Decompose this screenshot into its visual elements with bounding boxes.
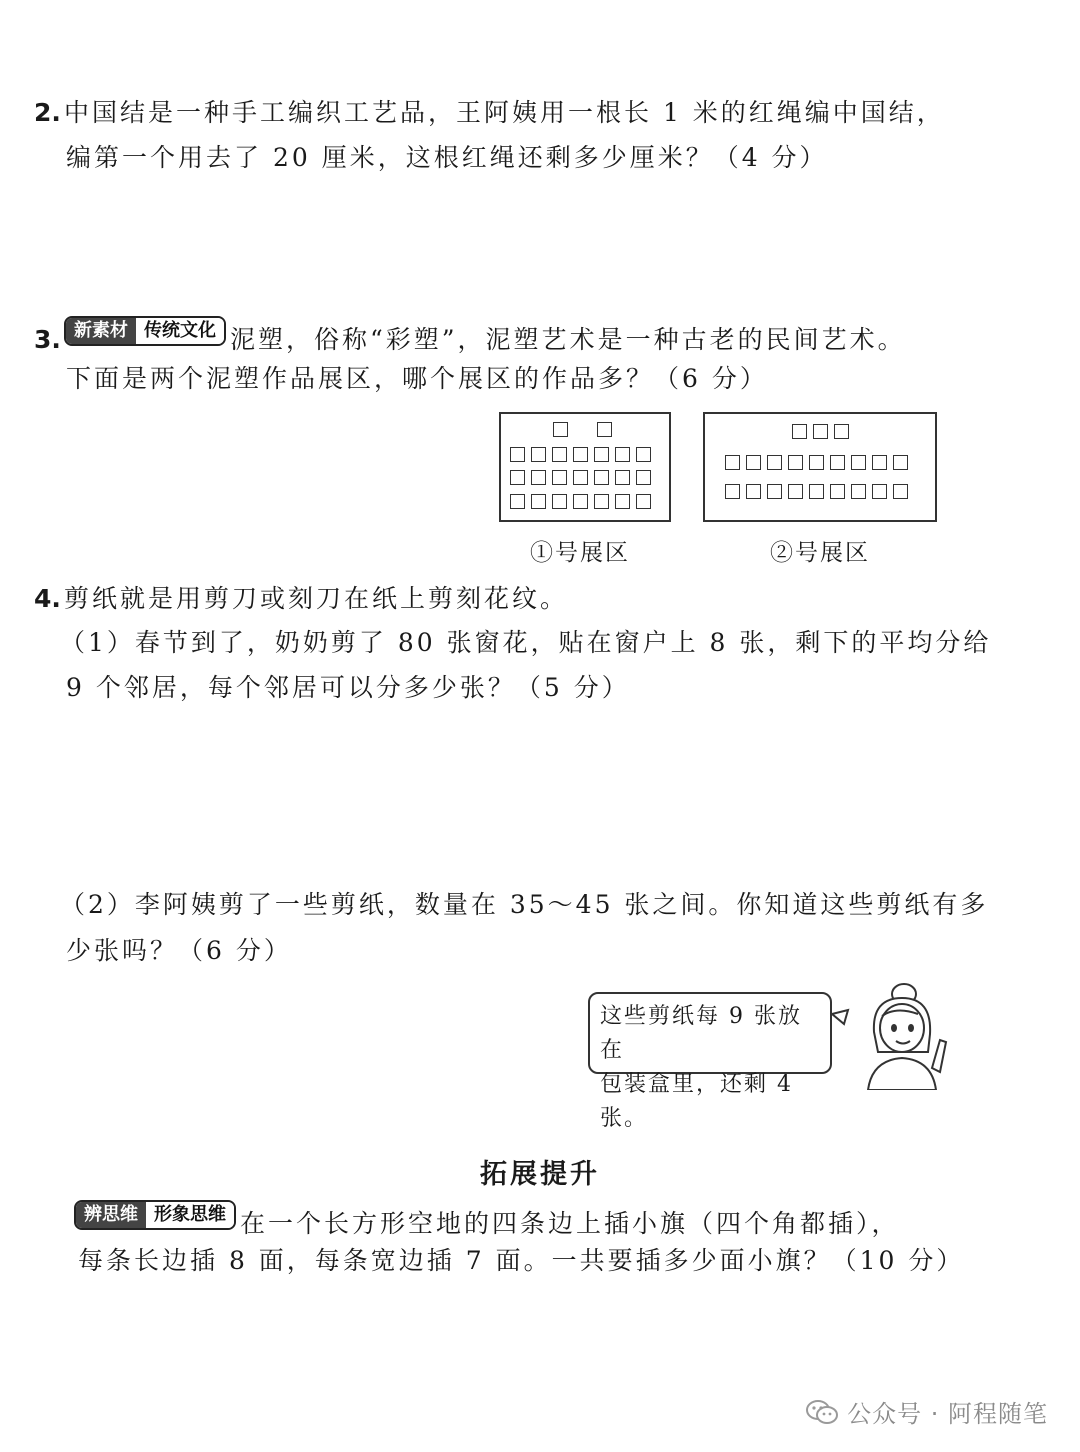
section-title: 拓展提升: [480, 1159, 600, 1190]
zone-1-artwork-square: [615, 447, 630, 462]
zone-1-artwork-square: [552, 494, 567, 509]
zone-2-artwork-square: [746, 484, 761, 499]
teacher-illustration: [828, 980, 948, 1090]
zone-1-artwork-square: [636, 470, 651, 485]
q4-intro-text: 剪纸就是用剪刀或刻刀在纸上剪刻花纹。: [64, 584, 569, 613]
q3-category-tag: [64, 316, 226, 346]
zone-1-artwork-square: [594, 447, 609, 462]
zone-2-artwork-square: [792, 424, 807, 439]
extension-text-1: 在一个长方形空地的四条边上插小旗（四个角都插），: [240, 1209, 900, 1238]
zone-2-artwork-square: [834, 424, 849, 439]
zone-1-artwork-square: [597, 422, 612, 437]
speech-bubble: [588, 992, 832, 1131]
zone-2-artwork-square: [746, 455, 761, 470]
zone-2-artwork-square: [788, 484, 803, 499]
speech-line-2: 包装盒里，还剩 4 张。: [600, 1072, 793, 1131]
zone-1-artwork-square: [552, 470, 567, 485]
speech-line-1: 这些剪纸每 9 张放在: [600, 1004, 802, 1063]
zone-1-artwork-square: [594, 470, 609, 485]
zone-2-artwork-square: [767, 455, 782, 470]
zone-2-artwork-square: [872, 455, 887, 470]
zone-1-artwork-square: [510, 470, 525, 485]
zone-1-caption: ①号展区: [530, 540, 630, 566]
left-eye: [891, 1024, 897, 1032]
q3-line-2: 下面是两个泥塑作品展区，哪个展区的作品多？（6 分）: [66, 364, 768, 393]
zone-1-artwork-square: [573, 447, 588, 462]
zone-1-artwork-square: [636, 447, 651, 462]
zone-2-artwork-square: [767, 484, 782, 499]
zone-1-artwork-square: [615, 494, 630, 509]
extension-line-1: [74, 1200, 900, 1241]
q2-number: 2.: [34, 98, 61, 127]
shirt: [868, 1058, 936, 1090]
zone-2-artwork-square: [851, 455, 866, 470]
q3-text-1: 泥塑，俗称“彩塑”，泥塑艺术是一种古老的民间艺术。: [230, 325, 906, 354]
zone-2-artwork-square: [788, 455, 803, 470]
extension-tag-imagery: 形象思维: [146, 1202, 234, 1228]
q4-part1-line-1: （1）春节到了，奶奶剪了 80 张窗花，贴在窗户上 8 张，剩下的平均分给: [60, 628, 992, 657]
q3-line-1: [34, 316, 906, 357]
q3-tag-new-material: 新素材: [66, 318, 136, 344]
zone-2-artwork-square: [851, 484, 866, 499]
extension-category-tag: [74, 1200, 236, 1230]
q2-text-1: 中国结是一种手工编织工艺品，王阿姨用一根长 1 米的红绳编中国结，: [64, 98, 945, 127]
zone-1-artwork-square: [553, 422, 568, 437]
zone-2-artwork-square: [809, 455, 824, 470]
zone-2-artwork-square: [893, 455, 908, 470]
zone-1-artwork-square: [531, 494, 546, 509]
zone-1-artwork-square: [573, 494, 588, 509]
zone-1-artwork-square: [573, 470, 588, 485]
zone-1-artwork-square: [510, 494, 525, 509]
zone-1-artwork-square: [531, 470, 546, 485]
zone-2-artwork-square: [830, 455, 845, 470]
q4-part1-line-2: 9 个邻居，每个邻居可以分多少张？（5 分）: [66, 673, 630, 702]
q2-line-1: [34, 96, 945, 130]
q3-tag-culture: 传统文化: [136, 318, 224, 344]
extension-tag-thinking: 辨思维: [76, 1202, 146, 1228]
zone-2-artwork-square: [872, 484, 887, 499]
watermark: [805, 1394, 1048, 1432]
q4-number: 4.: [34, 584, 61, 613]
right-eye: [908, 1024, 914, 1032]
zone-2-caption: ②号展区: [770, 540, 870, 566]
exhibit-zone-2: [703, 412, 937, 522]
zone-2-artwork-square: [725, 484, 740, 499]
q4-line-intro: [34, 582, 568, 616]
wechat-icon: [805, 1398, 839, 1432]
zone-1-artwork-square: [615, 470, 630, 485]
q4-part2-line-2: 少张吗？（6 分）: [66, 936, 292, 965]
zone-1-artwork-square: [636, 494, 651, 509]
zone-1-artwork-square: [510, 447, 525, 462]
zone-2-artwork-square: [830, 484, 845, 499]
q3-number: 3.: [34, 325, 61, 354]
extension-line-2: 每条长边插 8 面，每条宽边插 7 面。一共要插多少面小旗？（10 分）: [78, 1246, 965, 1275]
bubble-tail: [832, 1010, 848, 1024]
zone-1-artwork-square: [531, 447, 546, 462]
zone-1-artwork-square: [594, 494, 609, 509]
q2-line-2: 编第一个用去了 20 厘米，这根红绳还剩多少厘米？（4 分）: [66, 143, 828, 172]
q4-part2-line-1: （2）李阿姨剪了一些剪纸，数量在 35～45 张之间。你知道这些剪纸有多: [60, 890, 989, 919]
zone-2-artwork-square: [725, 455, 740, 470]
zone-1-artwork-square: [552, 447, 567, 462]
zone-2-artwork-square: [893, 484, 908, 499]
exhibit-zone-1: [499, 412, 671, 522]
zone-2-artwork-square: [813, 424, 828, 439]
zone-2-artwork-square: [809, 484, 824, 499]
waving-hand: [932, 1040, 946, 1072]
watermark-text: 公众号 · 阿程随笔: [847, 1400, 1048, 1428]
